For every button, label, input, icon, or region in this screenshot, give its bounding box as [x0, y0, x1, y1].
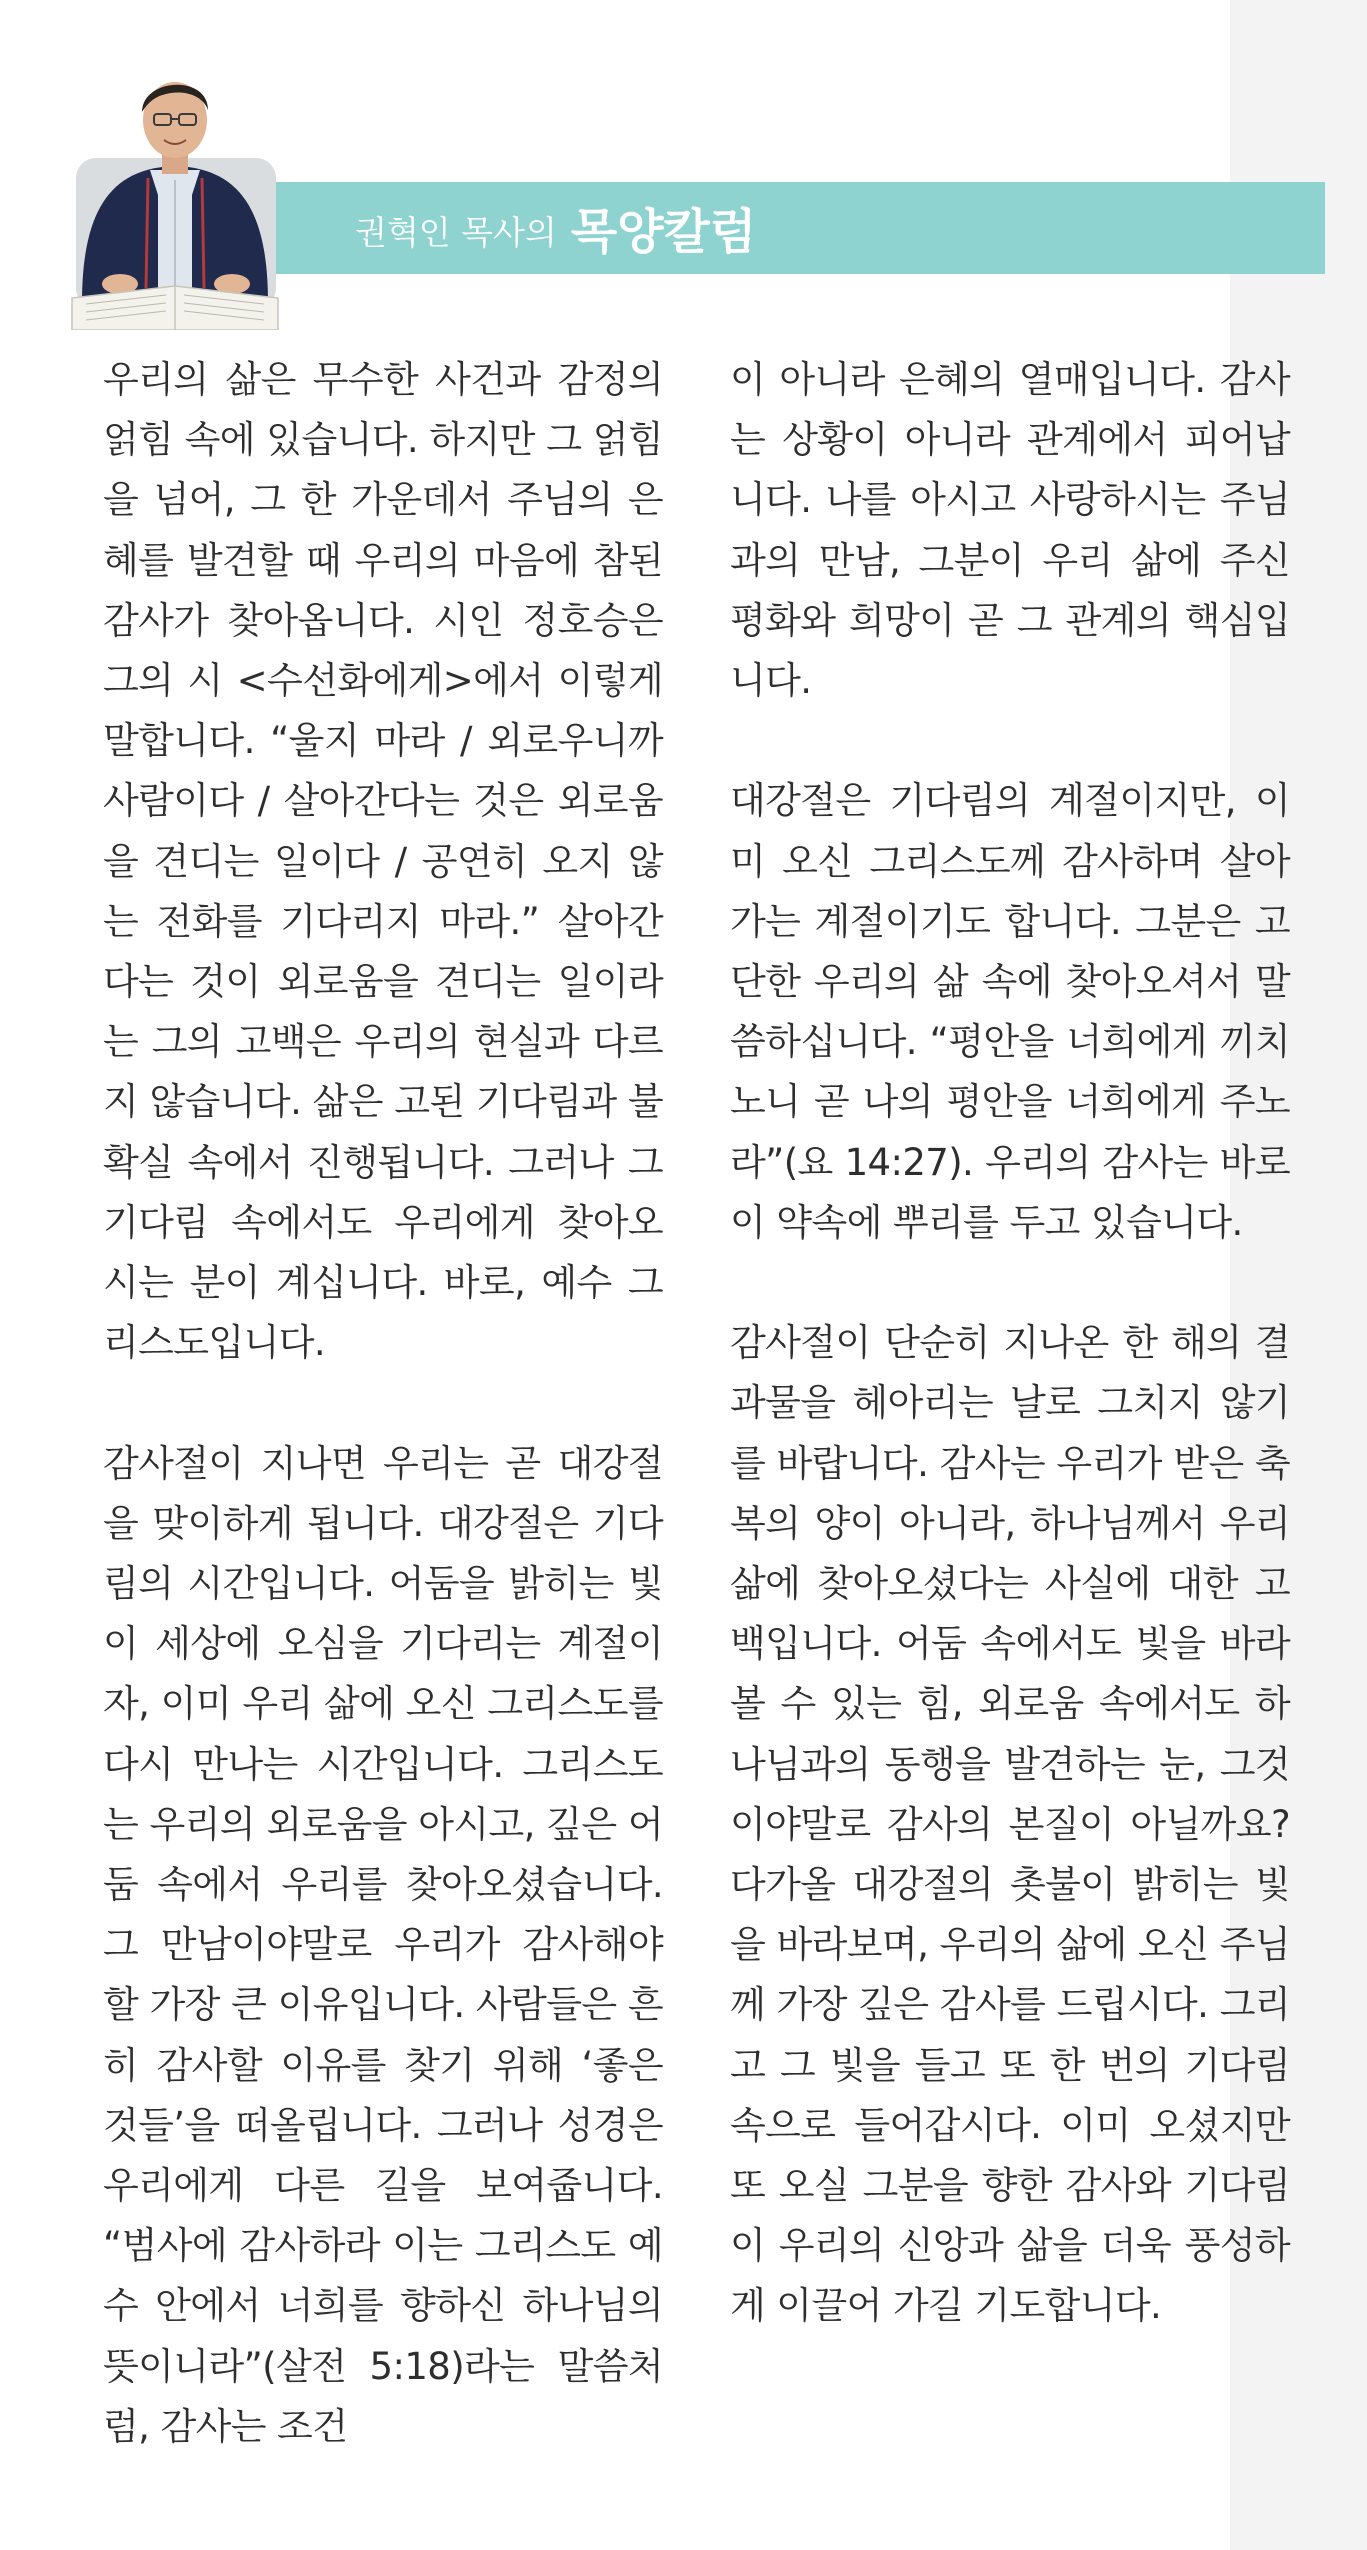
article-column-left	[103, 350, 663, 2457]
pastor-portrait	[62, 48, 288, 330]
article-paragraph: 감사절이 지나면 우리는 곧 대강절을 맞이하게 됩니다. 대강절은 기다림의 시간입니다. 어둠을 밝히는 빛이 세상에 오심을 기다리는 계절이자, 이미 우리 삶에 오신 그리스도를 다시 만나는 시간입니다. 그리스도는 우리의 외로움을 아시고, 깊은 어둠 속에서 우리를 찾아오셨습니다. 그 만남이야말로 우리가 감사해야 할 가장 큰 이유입니다. 사람들은 흔히 감사할 이유를 찾기 위해 ‘좋은 것들’을 떠올립니다. 그러나 성경은 우리에게 다른 길을 보여줍니다. “범사에 감사하라 이는 그리스도 예수 안에서 너희를 향하신 하나님의 뜻이니라”(살전 5:18)라는 말씀처럼, 감사는 조건	[103, 1441, 663, 2448]
article-paragraph: 이 아니라 은혜의 열매입니다. 감사는 상황이 아니라 관계에서 피어납니다. 나를 아시고 사랑하시는 주님과의 만남, 그분이 우리 삶에 주신 평화와 희망이 곧 그 관계의 핵심입니다.	[730, 358, 1290, 703]
article-paragraph: 대강절은 기다림의 계절이지만, 이미 오신 그리스도께 감사하며 살아가는 계절이기도 합니다. 그분은 고단한 우리의 삶 속에 찾아오셔서 말씀하십니다. “평안을 너희에게 끼치노니 곧 나의 평안을 너희에게 주노라”(요 14:27). 우리의 감사는 바로 이 약속에 뿌리를 두고 있습니다.	[730, 779, 1290, 1244]
article-column-right	[730, 350, 1290, 2337]
article-paragraph: 감사절이 단순히 지나온 한 해의 결과물을 헤아리는 날로 그치지 않기를 바랍니다. 감사는 우리가 받은 축복의 양이 아니라, 하나님께서 우리 삶에 찾아오셨다는 사실에 대한 고백입니다. 어둠 속에서도 빛을 바라볼 수 있는 힘, 외로움 속에서도 하나님과의 동행을 발견하는 눈, 그것이야말로 감사의 본질이 아닐까요? 다가올 대강절의 촛불이 밝히는 빛을 바라보며, 우리의 삶에 오신 주님께 가장 깊은 감사를 드립시다. 그리고 그 빛을 들고 또 한 번의 기다림 속으로 들어갑시다. 이미 오셨지만 또 오실 그분을 향한 감사와 기다림이 우리의 신앙과 삶을 더욱 풍성하게 이끌어 가길 기도합니다.	[730, 1321, 1290, 2328]
column-title: 목양칼럼	[570, 204, 757, 260]
column-header-title	[355, 196, 756, 266]
article-paragraph: 우리의 삶은 무수한 사건과 감정의 얽힘 속에 있습니다. 하지만 그 얽힘을 넘어, 그 한 가운데서 주님의 은혜를 발견할 때 우리의 마음에 참된 감사가 찾아옵니다. 시인 정호승은 그의 시 <수선화에게>에서 이렇게 말합니다. “울지 마라 / 외로우니까 사람이다 / 살아간다는 것은 외로움을 견디는 일이다 / 공연히 오지 않는 전화를 기다리지 마라.” 살아간다는 것이 외로움을 견디는 일이라는 그의 고백은 우리의 현실과 다르지 않습니다. 삶은 고된 기다림과 불확실 속에서 진행됩니다. 그러나 그 기다림 속에서도 우리에게 찾아오시는 분이 계십니다. 바로, 예수 그리스도입니다.	[103, 358, 663, 1365]
author-prefix: 권혁인 목사의	[355, 213, 557, 252]
